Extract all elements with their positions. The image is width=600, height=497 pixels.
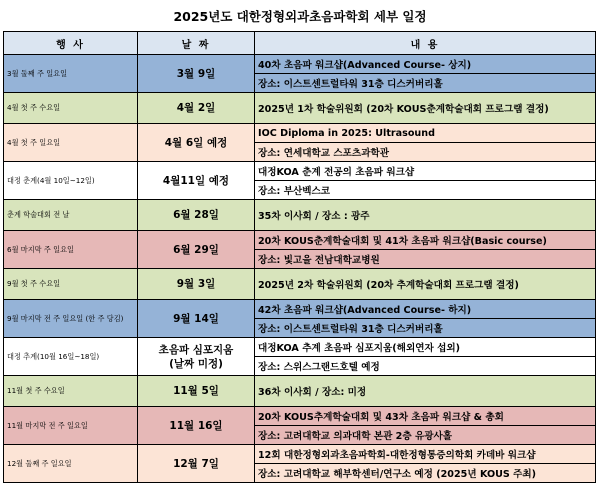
event-cell: 9월 첫 주 수요일 (4, 269, 138, 300)
table-row (4, 200, 596, 231)
date-cell: 4월 2일 (138, 93, 255, 124)
table-row (4, 407, 596, 426)
event-cell: 3월 둘째 주 일요일 (4, 55, 138, 93)
content-cell: 장소: 이스트센트럴타워 31층 디스커버리홀 (255, 319, 596, 338)
content-cell: 장소: 이스트센트럴타워 31층 디스커버리홀 (255, 74, 596, 93)
event-cell: 4월 첫 주 수요일 (4, 93, 138, 124)
content-cell: 20차 KOUS춘계학술대회 및 41차 초음파 워크샵(Basic course) (255, 231, 596, 250)
table-row (4, 269, 596, 300)
content-cell: 12회 대한정형외과초음파학회-대한정형통증의학회 카데바 워크샵 (255, 445, 596, 464)
content-cell: 42차 초음파 워크샵(Advanced Course- 하지) (255, 300, 596, 319)
table-row (4, 93, 596, 124)
table-row (4, 55, 596, 74)
date-cell: 초음파 심포지움 (날짜 미정) (138, 338, 255, 376)
schedule-table (3, 31, 596, 483)
content-cell: 40차 초음파 워크샵(Advanced Course- 상지) (255, 55, 596, 74)
content-cell: 대정KOA 춘계 전공의 초음파 워크샵 (255, 162, 596, 181)
date-cell: 9월 14일 (138, 300, 255, 338)
header-date: 날 짜 (138, 32, 255, 55)
date-cell: 4월11일 예정 (138, 162, 255, 200)
header-content: 내 용 (255, 32, 596, 55)
content-cell: 장소: 스위스그랜드호텔 예정 (255, 357, 596, 376)
date-cell: 6월 29일 (138, 231, 255, 269)
date-cell: 9월 3일 (138, 269, 255, 300)
date-cell: 11월 5일 (138, 376, 255, 407)
event-cell: 11월 첫 주 수요일 (4, 376, 138, 407)
header-event: 행 사 (4, 32, 138, 55)
event-cell: 춘계 학술대회 전 날 (4, 200, 138, 231)
page-title: 2025년도 대한정형외과초음파학회 세부 일정 (173, 9, 427, 24)
content-cell: 35차 이사회 / 장소 : 광주 (255, 200, 596, 231)
table-row (4, 338, 596, 357)
table-row (4, 231, 596, 250)
content-cell: 장소: 부산벡스코 (255, 181, 596, 200)
event-cell: 대정 추계(10월 16일~18일) (4, 338, 138, 376)
table-row (4, 300, 596, 319)
table-row (4, 445, 596, 464)
content-cell: 36차 이사회 / 장소: 미정 (255, 376, 596, 407)
table-row (4, 376, 596, 407)
table-row (4, 124, 596, 143)
event-cell: 9월 마지막 전 주 일요일 (한 주 당김) (4, 300, 138, 338)
date-cell: 3월 9일 (138, 55, 255, 93)
content-cell: 2025년 2차 학술위원회 (20차 추계학술대회 프로그램 결정) (255, 269, 596, 300)
date-cell: 6월 28일 (138, 200, 255, 231)
content-cell: 대정KOA 추계 초음파 심포지움(해외연자 섭외) (255, 338, 596, 357)
content-cell: 2025년 1차 학술위원회 (20차 KOUS춘계학술대회 프로그램 결정) (255, 93, 596, 124)
content-cell: 장소: 빛고을 전남대학교병원 (255, 250, 596, 269)
content-cell: 장소: 연세대학교 스포츠과학관 (255, 143, 596, 162)
header-row (4, 32, 596, 55)
table-row (4, 162, 596, 181)
schedule-body (4, 55, 596, 483)
event-cell: 대정 춘계(4월 10일~12일) (4, 162, 138, 200)
event-cell: 11월 마지막 전 주 일요일 (4, 407, 138, 445)
event-cell: 6월 마지막 주 일요일 (4, 231, 138, 269)
content-cell: 장소: 고려대학교 해부학센터/연구소 예정 (2025년 KOUS 주최) (255, 464, 596, 483)
content-cell: IOC Diploma in 2025: Ultrasound (255, 124, 596, 143)
date-cell: 11월 16일 (138, 407, 255, 445)
content-cell: 20차 KOUS추계학술대회 및 43차 초음파 워크샵 & 총회 (255, 407, 596, 426)
content-cell: 장소: 고려대학교 의과대학 본관 2층 유광사홀 (255, 426, 596, 445)
date-cell: 12월 7일 (138, 445, 255, 483)
date-cell: 4월 6일 예정 (138, 124, 255, 162)
event-cell: 4월 첫 주 일요일 (4, 124, 138, 162)
event-cell: 12월 둘째 주 일요일 (4, 445, 138, 483)
